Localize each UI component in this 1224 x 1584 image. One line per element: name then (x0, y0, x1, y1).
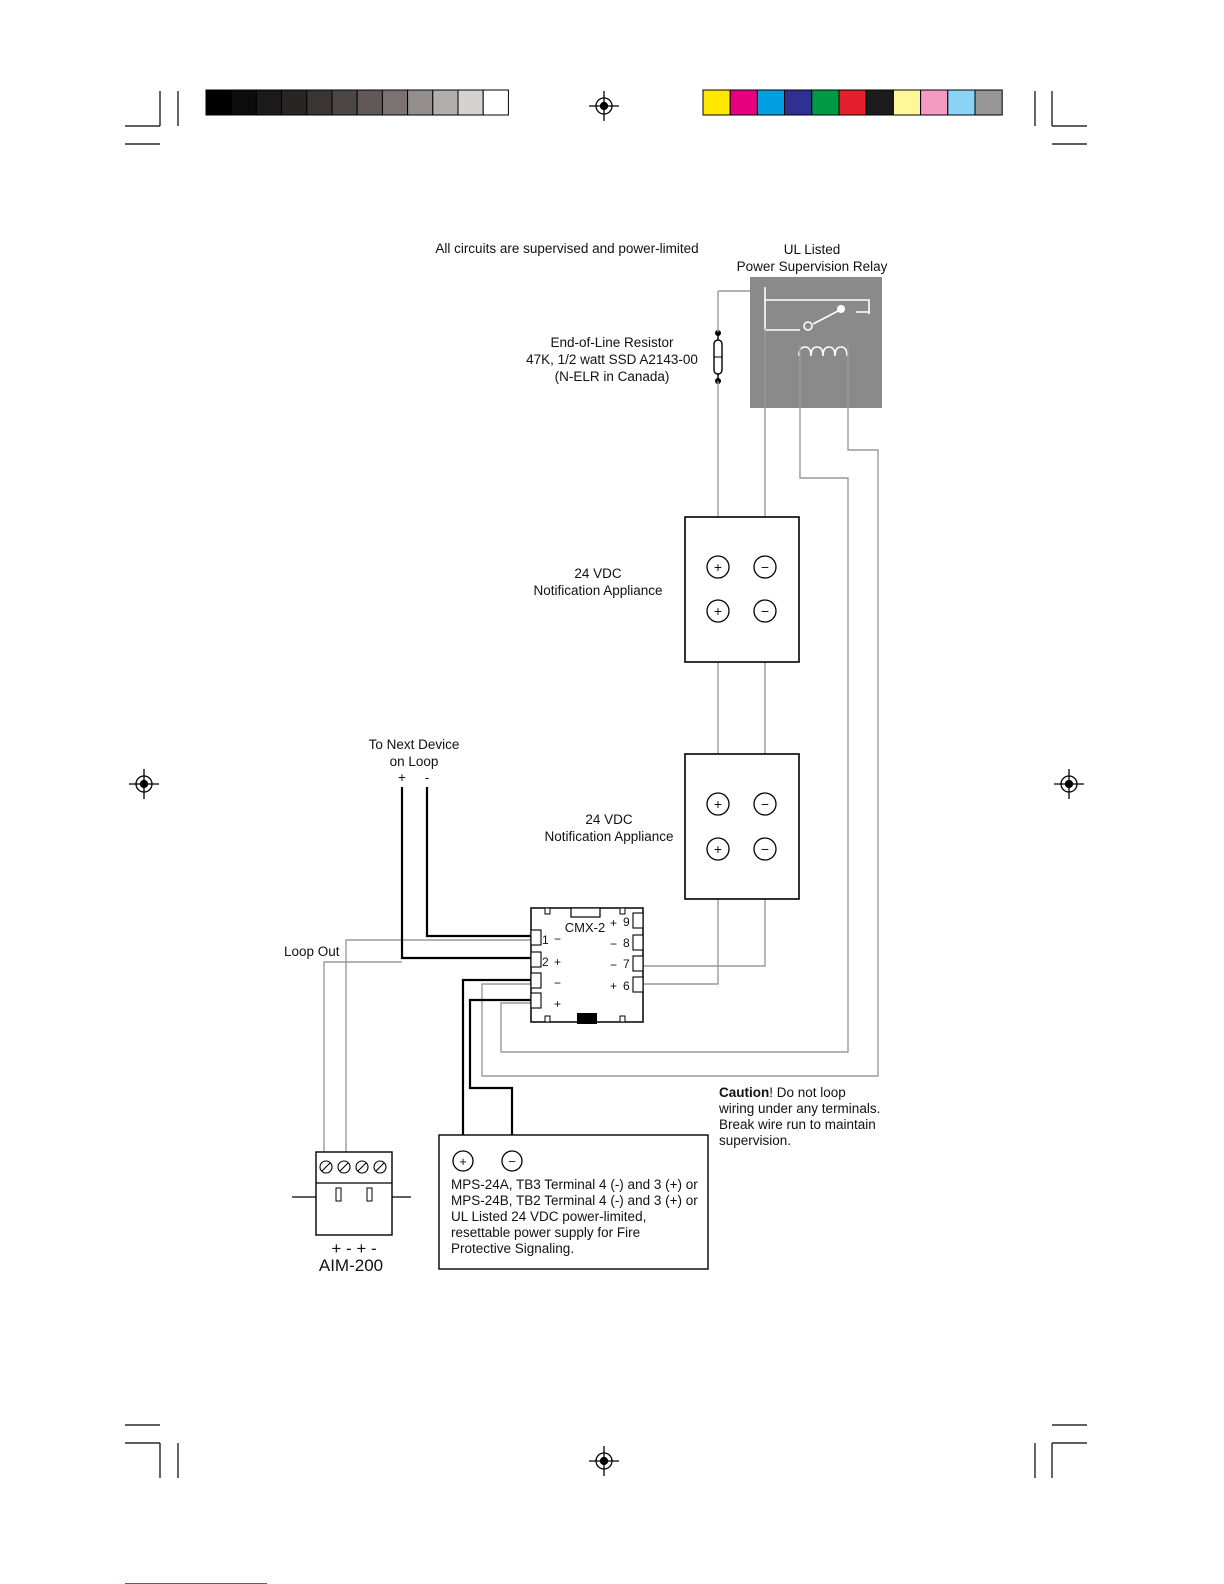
registration-target-icon (589, 91, 619, 121)
psu-line4: resettable power supply for Fire (451, 1225, 641, 1240)
psu-line3: UL Listed 24 VDC power-limited, (451, 1209, 647, 1224)
terminal-number-2: 2 (542, 955, 549, 969)
cmx-2-module (531, 908, 643, 1024)
loop-out-label: Loop Out (284, 944, 340, 959)
color-swatch (975, 90, 1002, 115)
psu-line5: Protective Signaling. (451, 1241, 575, 1256)
terminal-plus: + (713, 603, 723, 619)
next-device-plus: + (398, 770, 406, 785)
color-swatch (206, 90, 231, 115)
appliance-2-label-line2: Notification Appliance (544, 829, 674, 844)
color-swatch (332, 90, 357, 115)
color-swatch (893, 90, 920, 115)
color-swatch (357, 90, 382, 115)
color-swatch (282, 90, 307, 115)
loop-and-power-wiring (402, 787, 540, 1152)
supervised-note: All circuits are supervised and power-limited (435, 241, 699, 256)
next-device-label-line2: on Loop (389, 754, 439, 769)
terminal-number-8: 8 (623, 936, 630, 950)
color-swatch (866, 90, 893, 115)
registration-target-icon (1054, 769, 1084, 799)
terminal-plus: + (459, 1154, 467, 1169)
color-swatch (839, 90, 866, 115)
color-swatch (231, 90, 256, 115)
caution-line3: Break wire run to maintain (719, 1117, 876, 1132)
notification-circuit-wiring (324, 291, 881, 1160)
color-swatch (433, 90, 458, 115)
terminal-number-7: 7 (623, 957, 630, 971)
appliance-1-label-line1: 24 VDC (574, 566, 622, 581)
color-swatch (408, 90, 433, 115)
color-swatch (458, 90, 483, 115)
terminal-number-6: 6 (623, 979, 630, 993)
cmx-title: CMX-2 (564, 920, 606, 935)
polarity-plus: + (554, 997, 562, 1011)
registration-target-icon (129, 769, 159, 799)
polarity-plus: + (610, 916, 618, 930)
terminal-minus: − (760, 603, 770, 619)
appliance-2-label-line1: 24 VDC (585, 812, 633, 827)
psu-line2: MPS-24B, TB2 Terminal 4 (-) and 3 (+) or (451, 1193, 698, 1208)
next-device-label-line1: To Next Device (368, 737, 460, 752)
polarity-minus: − (610, 937, 618, 951)
terminal-number-1: 1 (542, 933, 549, 947)
power-supply-box (439, 1135, 708, 1269)
caution-bold: Caution (719, 1085, 770, 1100)
relay-title-line2: Power Supervision Relay (736, 259, 888, 274)
color-swatch (730, 90, 757, 115)
caution-text: ! Do not loop (769, 1085, 846, 1100)
color-calibration-bar (703, 90, 1002, 115)
terminal-plus: + (713, 796, 723, 812)
crop-marks (125, 91, 1087, 1478)
registration-target-icon (589, 1446, 619, 1476)
aim-polarity: + - + - (331, 1239, 377, 1258)
caution-line2: wiring under any terminals. (719, 1101, 881, 1116)
color-swatch (812, 90, 839, 115)
elr-label-line1: End-of-Line Resistor (550, 335, 674, 350)
next-device-minus: - (424, 770, 430, 785)
end-of-line-resistor (714, 330, 722, 384)
terminal-minus: − (760, 796, 770, 812)
grayscale-calibration-bar (206, 90, 508, 115)
polarity-minus: − (554, 932, 562, 946)
terminal-minus: − (760, 841, 770, 857)
aim-name: AIM-200 (318, 1256, 384, 1275)
color-swatch (382, 90, 407, 115)
color-swatch (256, 90, 281, 115)
aim-200-module (292, 1152, 411, 1235)
color-swatch (948, 90, 975, 115)
color-swatch (307, 90, 332, 115)
caution-line1 (719, 1085, 846, 1100)
polarity-minus: − (610, 958, 618, 972)
power-supervision-relay (750, 277, 882, 408)
terminal-number-9: 9 (623, 915, 630, 929)
elr-label-line2: 47K, 1/2 watt SSD A2143-00 (526, 352, 698, 367)
psu-line1: MPS-24A, TB3 Terminal 4 (-) and 3 (+) or (451, 1177, 698, 1192)
color-swatch (921, 90, 948, 115)
polarity-plus: + (610, 979, 618, 993)
color-swatch (483, 90, 508, 115)
polarity-minus: − (554, 976, 562, 990)
appliance-1-label-line2: Notification Appliance (533, 583, 663, 598)
terminal-minus: − (760, 559, 770, 575)
polarity-plus: + (554, 955, 562, 969)
notification-appliance-1 (685, 517, 799, 662)
color-swatch (703, 90, 730, 115)
notification-appliance-2 (685, 754, 799, 899)
elr-label-line3: (N-ELR in Canada) (554, 369, 670, 384)
color-swatch (785, 90, 812, 115)
terminal-plus: + (713, 841, 723, 857)
caution-line4: supervision. (719, 1133, 792, 1148)
relay-title-line1: UL Listed (783, 242, 841, 257)
color-swatch (757, 90, 784, 115)
terminal-plus: + (713, 559, 723, 575)
terminal-minus: − (508, 1154, 516, 1169)
